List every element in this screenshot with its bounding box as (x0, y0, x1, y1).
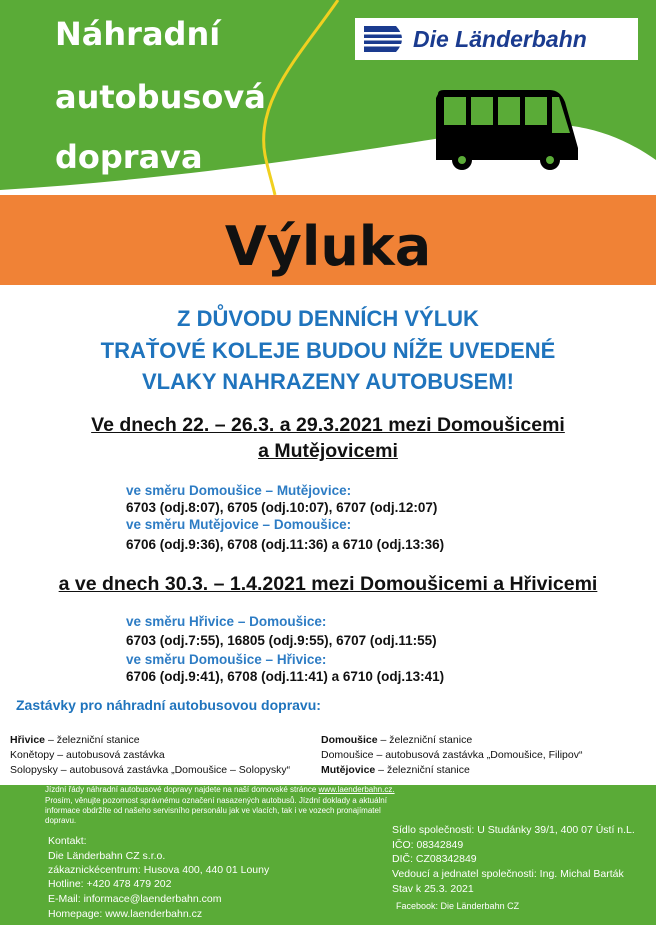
period-1-text-1: Ve dnech 22. – 26.3. a 29.3.2021 mezi Domoušicemi (91, 414, 565, 436)
period-2-text: a ve dnech 30.3. – 1.4.2021 mezi Domoušicemi a Hřivicemi (58, 573, 598, 595)
period-1-heading-line-2 (0, 440, 656, 463)
laenderbahn-logo (355, 18, 638, 60)
stop-desc: – železniční stanice (375, 764, 470, 776)
period-2-heading (0, 573, 656, 596)
train-list: 6703 (odj.8:07), 6705 (odj.10:07), 6707 (odj.12:07) (126, 500, 438, 515)
direction-label: ve směru Hřivice – Domoušice: (126, 614, 327, 629)
contact-heading: Kontakt: (48, 835, 87, 847)
contact-email[interactable]: E-Mail: informace@laenderbahn.com (48, 893, 222, 905)
stop-name: Domoušice (321, 734, 378, 746)
footer (0, 785, 656, 925)
direction-label: ve směru Mutějovice – Domoušice: (126, 517, 352, 532)
stop-name: Konětopy (10, 749, 55, 761)
contact-company: Die Länderbahn CZ s.r.o. (48, 850, 166, 862)
header-title-line-2: autobusová (55, 78, 266, 116)
notice-line-3: VLAKY NAHRAZENY AUTOBUSEM! (142, 369, 514, 394)
company-ico: IČO: 08342849 (392, 839, 464, 851)
stop-desc: – železniční stanice (377, 734, 473, 746)
bus-icon (432, 88, 582, 170)
footer-note-line (45, 785, 395, 794)
header-banner (0, 0, 656, 195)
notice-line-1: Z DŮVODU DENNÍCH VÝLUK (177, 306, 479, 331)
train-list: 6706 (odj.9:41), 6708 (odj.11:41) a 6710 (odj.13:41) (126, 669, 445, 684)
website-link[interactable]: www.laenderbahn.cz. (318, 785, 395, 794)
stop-desc: – autobusová zastávka „Domoušice – Solopysky“ (57, 764, 291, 776)
stop-item (10, 749, 165, 761)
stop-desc: – železniční stanice (45, 734, 140, 746)
footer-note-line: dopravu. (45, 816, 77, 825)
stop-item (321, 764, 470, 776)
page-title: Výluka (224, 215, 432, 278)
stops-heading: Zastávky pro náhradní autobusovou dopravu: (16, 697, 321, 713)
stop-item (321, 749, 582, 761)
company-director: Vedoucí a jednatel společnosti: Ing. Michal Barták (392, 868, 624, 880)
notice-line-2: TRAŤOVÉ KOLEJE BUDOU NÍŽE UVEDENÉ (100, 338, 556, 363)
company-dic: DIČ: CZ08342849 (392, 853, 477, 865)
header-title-line-3: doprava (55, 138, 203, 176)
train-list: 6706 (odj.9:36), 6708 (odj.11:36) a 6710 (odj.13:36) (126, 537, 445, 552)
stop-item (10, 734, 140, 746)
laenderbahn-logo-icon (360, 22, 410, 56)
stop-name: Domoušice (321, 749, 374, 761)
direction-label: ve směru Domoušice – Hřivice: (126, 652, 327, 667)
logo-text: Die Länderbahn (413, 26, 587, 52)
stop-desc: – autobusová zastávka „Domoušice, Filipov“ (373, 749, 583, 761)
train-list: 6703 (odj.7:55), 16805 (odj.9:55), 6707 (odj.11:55) (126, 633, 437, 648)
footer-note-line: informace obdržíte od našeho servisního personálu jak ve vlacích, tak i ve vozech pronajímatel (45, 806, 381, 815)
footer-note-line: Prosím, věnujte pozornost správnému označení nasazených autobusů. Jízdní doklady a aktuální (45, 796, 387, 805)
footer-note-text: Jízdní řády náhradní autobusové dopravy najdete na naší domovské stránce (45, 785, 317, 794)
contact-hotline: Hotline: +420 478 479 202 (48, 878, 172, 890)
stop-item (321, 734, 472, 746)
stop-item (10, 764, 290, 776)
period-1-heading-line-1 (0, 414, 656, 437)
stop-name: Hřivice (10, 734, 46, 746)
facebook-link[interactable]: Facebook: Die Länderbahn CZ (396, 901, 520, 911)
direction-label: ve směru Domoušice – Mutějovice: (126, 483, 352, 498)
company-seat: Sídlo společnosti: U Studánky 39/1, 400 07 Ústí n.L. (392, 824, 635, 836)
period-1-text-2: a Mutějovicemi (258, 440, 398, 462)
header-title-line-1: Náhradní (55, 15, 221, 53)
contact-homepage[interactable]: Homepage: www.laenderbahn.cz (48, 908, 203, 920)
stop-name: Mutějovice (321, 764, 376, 776)
document-date: Stav k 25.3. 2021 (392, 883, 474, 895)
stop-desc: – autobusová zastávka (54, 749, 165, 761)
contact-address: zákaznickécentrum: Husova 400, 440 01 Louny (48, 864, 270, 876)
stop-name: Solopysky (10, 764, 58, 776)
